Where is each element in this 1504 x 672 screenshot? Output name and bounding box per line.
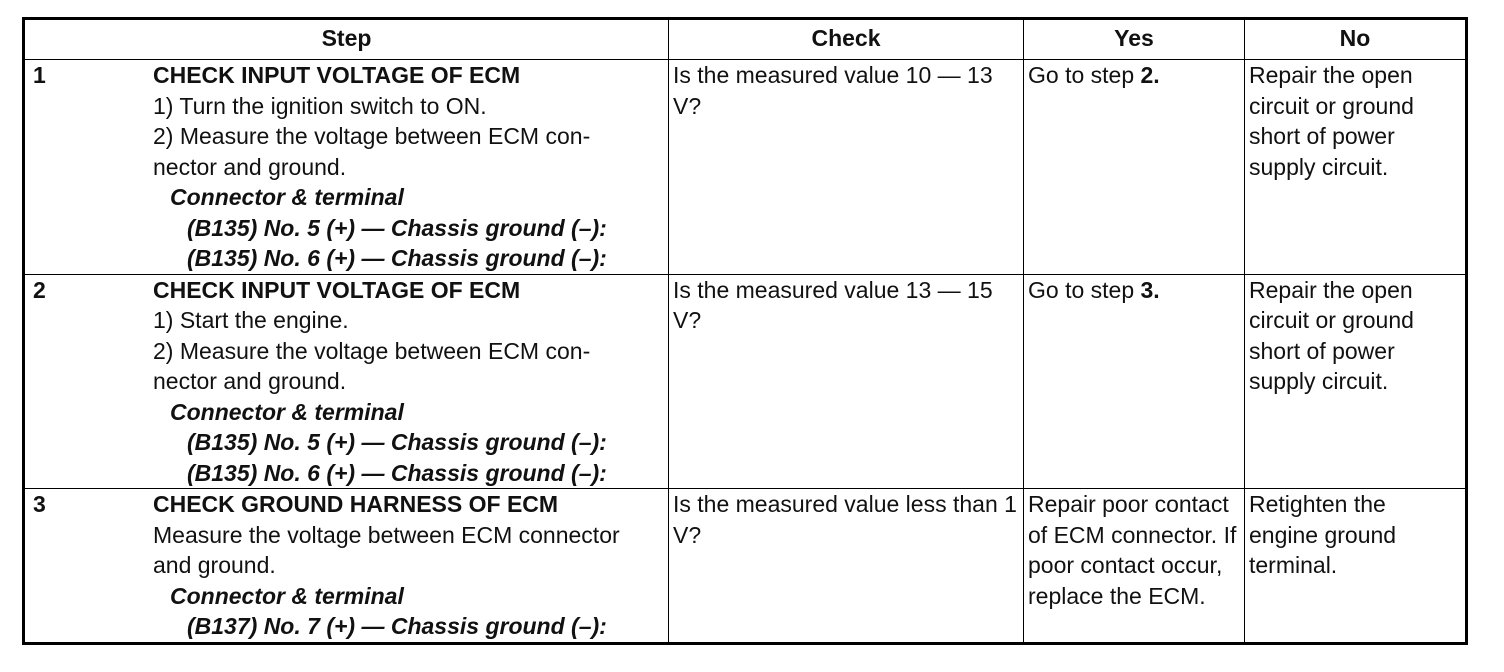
table-row — [24, 60, 1467, 275]
header-row — [24, 19, 1467, 60]
step-cell — [24, 274, 669, 489]
connector-terminal: (B135) No. 5 (+) — Chassis ground (–): — [187, 214, 607, 241]
step-body — [153, 275, 664, 489]
step-instruction: nector and ground. — [153, 153, 347, 180]
no-cell: Retighten the engine ground terminal. — [1245, 489, 1467, 644]
connector-terminal: (B135) No. 6 (+) — Chassis ground (–): — [187, 459, 607, 486]
step-number: 2 — [33, 276, 46, 303]
step-title: CHECK INPUT VOLTAGE OF ECM — [153, 276, 521, 303]
no-cell: Repair the open circuit or ground short of power supply circuit. — [1245, 60, 1467, 275]
step-number: 3 — [33, 491, 46, 517]
step-cell — [24, 60, 669, 275]
yes-cell: Repair poor contact of ECM connector. If poor contact occur, replace the ECM. — [1024, 489, 1245, 644]
header-step: Step — [24, 19, 669, 60]
step-title: CHECK INPUT VOLTAGE OF ECM — [153, 62, 521, 88]
check-cell: Is the measured value 13 — 15 V? — [669, 274, 1024, 489]
goto-step-link: 2. — [1140, 62, 1160, 88]
step-body — [153, 489, 664, 642]
step-instruction: 2) Measure the voltage between ECM con- — [153, 337, 591, 364]
step-instruction: 1) Start the engine. — [153, 307, 349, 333]
step-instruction: and ground. — [153, 552, 276, 578]
no-cell: Repair the open circuit or ground short of power supply circuit. — [1245, 274, 1467, 489]
table-row — [24, 489, 1467, 644]
check-cell: Is the measured value less than 1 V? — [669, 489, 1024, 644]
header-yes: Yes — [1024, 19, 1245, 60]
connector-terminal: (B137) No. 7 (+) — Chassis ground (–): — [187, 613, 607, 639]
connector-terminal: (B135) No. 6 (+) — Chassis ground (–): — [187, 245, 607, 271]
step-body — [153, 60, 664, 274]
connector-label: Connector & terminal — [170, 184, 404, 210]
header-no: No — [1245, 19, 1467, 60]
table-row — [24, 274, 1467, 489]
check-cell: Is the measured value 10 — 13 V? — [669, 60, 1024, 275]
connector-terminal: (B135) No. 5 (+) — Chassis ground (–): — [187, 429, 607, 455]
step-number: 1 — [33, 62, 46, 88]
yes-text: Go to step — [1028, 276, 1141, 303]
goto-step-link: 3. — [1140, 276, 1160, 303]
yes-cell — [1024, 274, 1245, 489]
diagnostic-table — [22, 17, 1468, 645]
connector-label: Connector & terminal — [170, 582, 404, 609]
step-instruction: nector and ground. — [153, 368, 347, 394]
step-title: CHECK GROUND HARNESS OF ECM — [153, 491, 559, 517]
yes-text: Go to step — [1028, 62, 1141, 88]
yes-cell — [1024, 60, 1245, 275]
step-instruction: Measure the voltage between ECM connector — [153, 521, 620, 548]
step-cell — [24, 489, 669, 644]
step-instruction: 2) Measure the voltage between ECM con- — [153, 123, 591, 149]
step-instruction: 1) Turn the ignition switch to ON. — [153, 92, 487, 119]
header-check: Check — [669, 19, 1024, 60]
connector-label: Connector & terminal — [170, 398, 404, 425]
